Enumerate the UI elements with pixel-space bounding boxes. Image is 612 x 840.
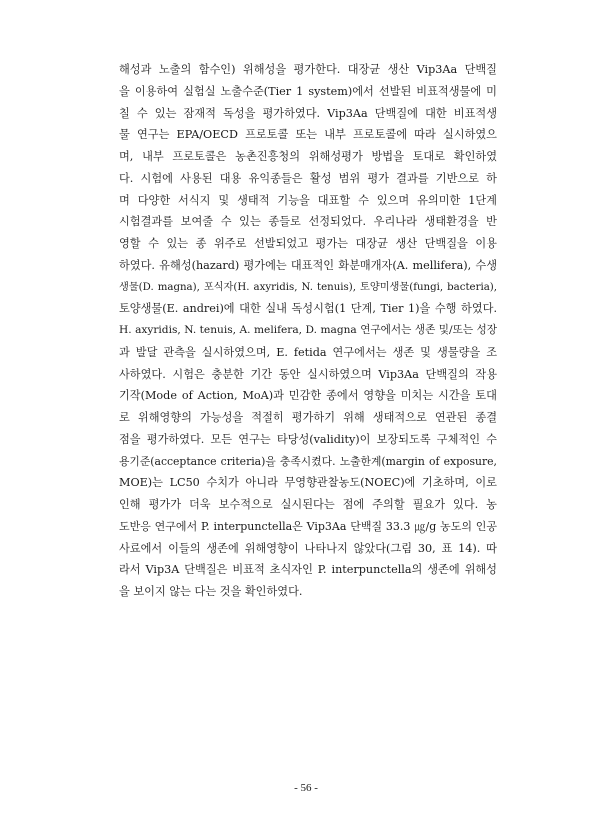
text-line: 라서 Vip3A 단백질은 비표적 초식자인 P. interpunctella의 생존에 위해성 [119,563,497,577]
text-line: 인해 평가가 더욱 보수적으로 실시된다는 점에 주의할 필요가 있다. 농 [119,498,497,511]
text-line: 을 보이지 않는 다는 것을 확인하였다. [119,585,303,598]
page-number: - 56 - [294,782,318,794]
text-line: 을 이용하여 실험실 노출수준(Tier 1 system)에서 선발된 비표적생물에 미 [119,84,497,98]
text-line: 시험결과를 보여줄 수 있는 종들로 선정되었다. 우리나라 생태환경을 반 [119,215,497,229]
text-line: 과 발달 관측을 실시하였으며, E. fetida 연구에서는 생존 및 생물량을 조 [119,345,497,359]
text-line: MOE)는 LC50 수치가 아니라 무영향관찰농도(NOEC)에 기초하며, 이로 [119,476,497,490]
text-line: 생물(D. magna), 포식자(H. axyridis, N. tenuis), 토양미생물(fungi, bacteria), [119,281,497,293]
text-line: 해성과 노출의 함수인) 위해성을 평가한다. 대장균 생산 Vip3Aa 단백질 [119,63,497,76]
text-line: 다. 시험에 사용된 대용 유익종들은 활성 범위 평가 결과를 기반으로 하 [119,171,497,185]
text-line: 물 연구는 EPA/OECD 프로토콜 또는 내부 프로토콜에 따라 실시하였으 [119,128,497,142]
text-line: 로 위해영향의 가능성을 적절히 평가하기 위해 생태적으로 연관된 종결 [119,411,497,424]
text-line: 하였다. 유해성(hazard) 평가에는 대표적인 화분매개자(A. mellifera), 수생 [119,258,497,272]
text-line: 영할 수 있는 종 위주로 선발되었고 평가는 대장균 생산 단백질을 이용 [119,237,497,250]
text-line: 도반응 연구에서 P. interpunctella은 Vip3Aa 단백질 33.3 ㎍/g 농도의 인공 [119,519,497,533]
text-line: 사료에서 이들의 생존에 위해영향이 나타나지 않았다(그림 30, 표 14). 따 [119,541,497,555]
text-line: 점을 평가하였다. 모든 연구는 타당성(validity)이 보장되도록 구체적인 수 [119,432,497,446]
body-paragraph [119,59,497,603]
text-line: 용기준(acceptance criteria)을 충족시켰다. 노출한계(margin of exposure, [119,454,497,468]
text-line: 칠 수 있는 잠재적 독성을 평가하였다. Vip3Aa 단백질에 대한 비표적생 [119,106,497,120]
text-line: 기작(Mode of Action, MoA)과 민감한 종에서 영향을 미치는 시간을 토대 [119,389,497,403]
text-line: 며, 내부 프로토콜은 농촌진흥청의 위해성평가 방법을 토대로 확인하였 [119,150,497,163]
text-line: H. axyridis, N. tenuis, A. melifera, D. magna 연구에서는 생존 및/또는 성장 [119,324,497,336]
text-line: 사하였다. 시험은 충분한 기간 동안 실시하였으며 Vip3Aa 단백질의 작용 [119,367,497,381]
text-line: 며 다양한 서식지 및 생태적 기능을 대표할 수 있으며 유의미한 1단계 [119,193,497,207]
text-line: 토양생물(E. andrei)에 대한 실내 독성시험(1 단계, Tier 1)을 수행 하였다. [119,302,497,316]
